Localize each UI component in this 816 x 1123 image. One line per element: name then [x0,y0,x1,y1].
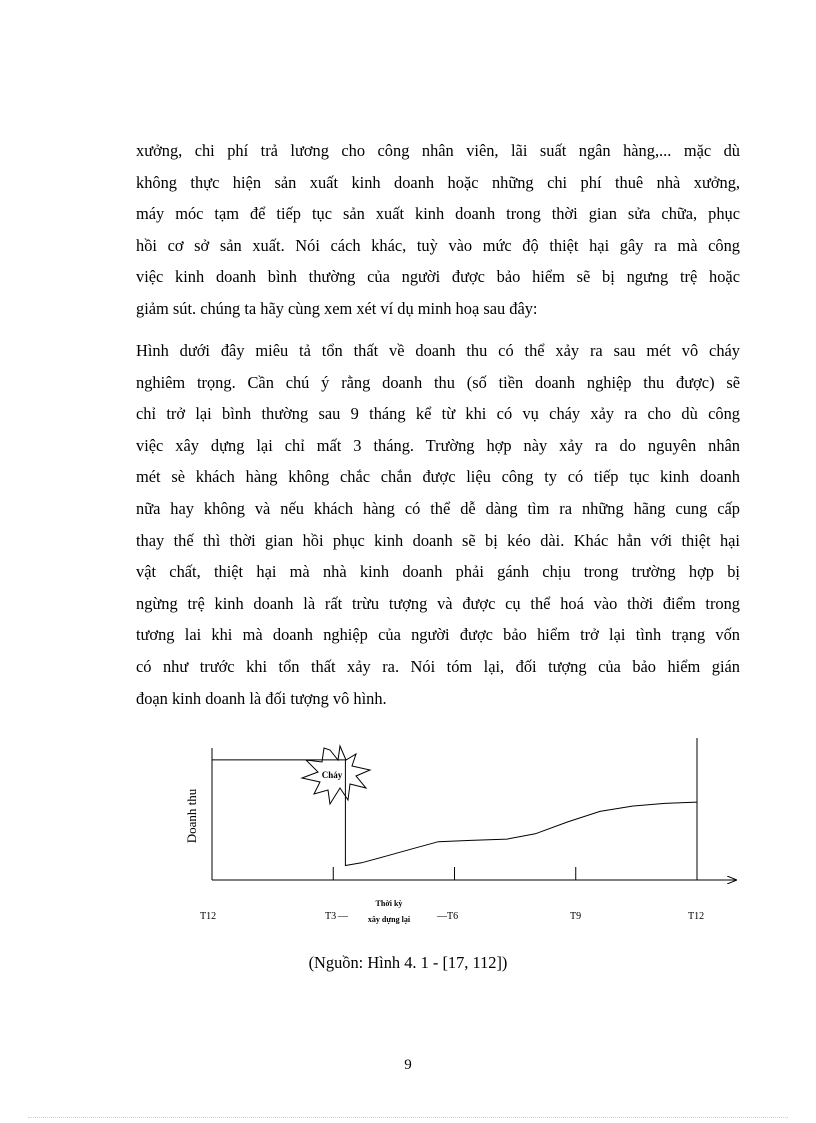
period-label-line2: xây dựng lại [367,915,411,924]
revenue-chart [180,738,750,928]
y-axis-label: Doanh thu [184,788,199,844]
chart-svg [180,738,750,928]
paragraph-line: mét sè khách hàng không chắc chắn được liệu công ty có tiếp tục kinh doanh [136,467,740,487]
paragraph-line: Hình dưới đây miêu tả tổn thất về doanh thu có thể xảy ra sau mét vô cháy [136,341,740,360]
page-number: 9 [404,1057,412,1073]
figure-caption: (Nguồn: Hình 4. 1 - [17, 112]) [308,953,508,972]
x-tick-label: T9 [570,911,582,922]
x-tick-label: T12 [688,911,705,922]
x-tick-label: T12 [200,911,217,922]
period-label-line1: Thời kỳ [375,899,403,908]
paragraph-line: việc kinh doanh bình thường của người được bảo hiểm sẽ bị ngưng trệ hoặc [136,267,740,287]
paragraph-2 [136,335,740,714]
paragraph-line: tương lai khi mà doanh nghiệp của người được bảo hiểm trở lại tình trạng vốn [136,625,740,645]
paragraph-line: giảm sút. chúng ta hãy cùng xem xét ví dụ minh hoạ sau đây: [136,298,538,318]
paragraph-1 [136,135,740,325]
x-tick-label: T6 [447,911,459,922]
paragraph-line: nữa hay không và nếu khách hàng có thể dễ dàng tìm ra những hãng cung cấp [136,498,740,518]
footer-divider [28,1117,788,1118]
paragraph-line: việc xây dựng lại chỉ mất 3 tháng. Trường hợp này xảy ra do nguyên nhân [136,435,740,455]
paragraph-line: có như trước khi tổn thất xảy ra. Nói tóm lại, đối tượng của bảo hiểm gián [136,656,740,676]
paragraph-line: không thực hiện sản xuất kinh doanh hoặc những chi phí thuê nhà xưởng, [136,172,740,192]
paragraph-line: thay thế thì thời gian hồi phục kinh doanh sẽ bị kéo dài. Khác hẳn với thiệt hại [136,530,740,550]
paragraph-line: vật chất, thiệt hại mà nhà kinh doanh phải gánh chịu trong trường hợp bị [136,562,740,582]
paragraph-line: ngừng trệ kinh doanh là rất trừu tượng và được cụ thể hoá vào thời điểm trong [136,593,740,613]
fire-burst-label: Cháy [321,770,343,780]
paragraph-line: xưởng, chi phí trả lương cho công nhân viên, lãi suất ngân hàng,... mặc dù [136,141,740,160]
x-tick-labels [200,911,704,922]
paragraph-line: nghiêm trọng. Cần chú ý rằng doanh thu (số tiền doanh nghiệp thu được) sẽ [136,372,740,392]
revenue-series-line [212,760,697,866]
x-tick-marks [333,867,576,880]
x-tick-dash: — [338,911,348,922]
paragraph-line: chỉ trở lại bình thường sau 9 tháng kể từ khi có vụ cháy xảy ra cho dù công [136,404,740,424]
paragraph-line: đoạn kinh doanh là đối tượng vô hình. [136,688,387,708]
x-tick-label: T3 [325,911,337,922]
paragraph-line: máy móc tạm để tiếp tục sản xuất kinh doanh trong thời gian sửa chữa, phục [136,204,740,224]
paragraph-line: hồi cơ sở sản xuất. Nói cách khác, tuỳ vào mức độ thiệt hại gây ra mà công [136,235,740,255]
x-tick-dash: — [437,911,447,922]
